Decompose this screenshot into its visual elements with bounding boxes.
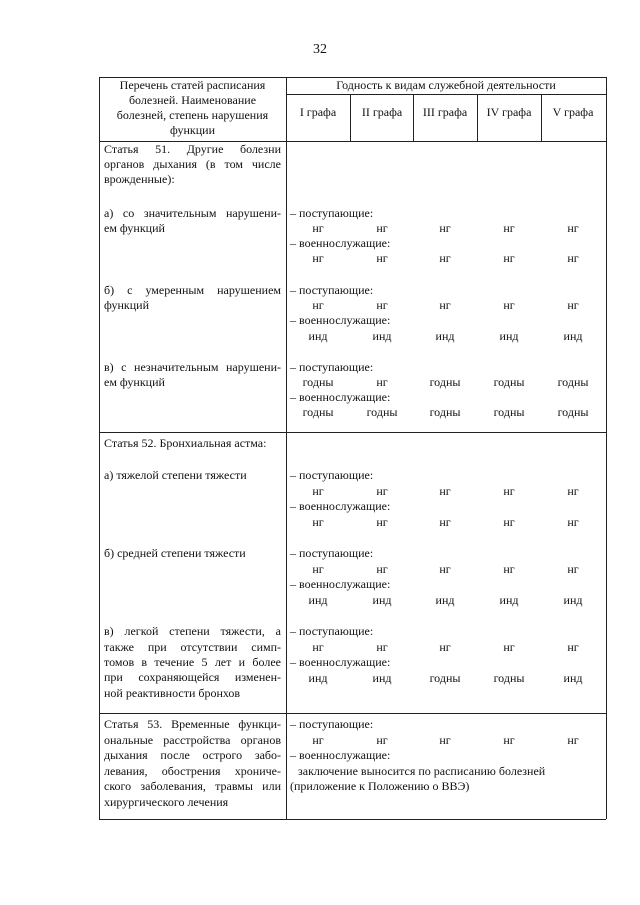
item-51c-military-col-4: годны	[493, 405, 525, 419]
item-52a-military-label: – военнослужащие:	[290, 499, 391, 513]
item-52a-military-col-5: нг	[567, 515, 579, 529]
column-header-2: II графа	[361, 105, 403, 119]
section-2-title: Статья 52. Бронхиальная астма:	[104, 436, 267, 450]
item-52c-desc-line-3: томов в течение 5 лет и более	[104, 655, 281, 669]
item-51c-military-col-5: годны	[557, 405, 589, 419]
column-divider-4	[477, 94, 478, 141]
column-divider-2	[350, 94, 351, 141]
section-3-title-line-6: хирургического лечения	[104, 795, 229, 809]
column-divider-main	[286, 77, 287, 819]
item-52a-entrants-col-1: нг	[312, 484, 324, 498]
item-51a-military-col-4: нг	[503, 251, 515, 265]
section-divider-1	[99, 432, 606, 433]
item-51a-military-col-2: нг	[376, 251, 388, 265]
item-51a-entrants-col-2: нг	[376, 221, 388, 235]
item-51c-entrants-label: – поступающие:	[290, 360, 374, 374]
item-52b-military-col-3: инд	[435, 593, 455, 607]
section-3-title-line-5: ского заболевания, травмы или	[104, 779, 281, 793]
item-51c-desc-line-1: в) с незначительным нарушени-	[104, 360, 281, 374]
section-3-title-line-2: ональные расстройства органов	[104, 733, 281, 747]
item-51b-desc-line-2: функций	[104, 298, 149, 312]
item-51c-desc-line-2: ем функций	[104, 375, 165, 389]
item-51a-military-col-1: нг	[312, 251, 324, 265]
column-header-5: V графа	[552, 105, 594, 119]
item-51b-military-col-1: инд	[308, 329, 328, 343]
section-3-title-line-4: левания, обострения хрониче-	[104, 764, 281, 778]
item-53-military-note-line-1: заключение выносится по расписанию болезней	[298, 764, 546, 778]
item-52b-military-col-4: инд	[499, 593, 519, 607]
item-51c-military-col-1: годны	[302, 405, 334, 419]
section-3-title-line-3: дыхания после острого забо-	[104, 748, 281, 762]
item-51c-military-col-3: годны	[429, 405, 461, 419]
item-51c-entrants-col-4: годны	[493, 375, 525, 389]
item-51c-entrants-col-5: годны	[557, 375, 589, 389]
item-52a-entrants-col-2: нг	[376, 484, 388, 498]
item-52b-entrants-col-5: нг	[567, 562, 579, 576]
item-52b-entrants-col-1: нг	[312, 562, 324, 576]
item-51a-desc-line-2: ем функций	[104, 221, 165, 235]
item-52b-entrants-label: – поступающие:	[290, 546, 374, 560]
item-52a-entrants-label: – поступающие:	[290, 468, 374, 482]
item-52a-military-col-3: нг	[439, 515, 451, 529]
item-52c-military-col-5: инд	[563, 671, 583, 685]
header-left-line-3: болезней, степень нарушения	[116, 108, 269, 122]
section-1-title-line-3: врожденные):	[104, 172, 175, 186]
item-51b-military-label: – военнослужащие:	[290, 313, 391, 327]
item-52c-military-col-2: инд	[372, 671, 392, 685]
item-52c-entrants-col-1: нг	[312, 640, 324, 654]
item-52a-military-col-2: нг	[376, 515, 388, 529]
item-51b-entrants-col-1: нг	[312, 298, 324, 312]
item-51c-entrants-col-3: годны	[429, 375, 461, 389]
header-subdivider	[286, 94, 606, 95]
item-52b-desc-line-1: б) средней степени тяжести	[104, 546, 246, 560]
item-52a-entrants-col-4: нг	[503, 484, 515, 498]
item-52c-military-label: – военнослужащие:	[290, 655, 391, 669]
item-52b-military-col-5: инд	[563, 593, 583, 607]
item-52a-military-col-4: нг	[503, 515, 515, 529]
section-1-title-line-2: органов дыхания (в том числе	[104, 157, 281, 171]
item-51c-military-col-2: годны	[366, 405, 398, 419]
item-51b-desc-line-1: б) с умеренным нарушением	[104, 283, 281, 297]
item-53-military-note-line-2: (приложение к Положению о ВВЭ)	[290, 779, 470, 793]
table-border-right	[606, 77, 607, 819]
item-51a-entrants-col-4: нг	[503, 221, 515, 235]
section-3-title-line-1: Статья 53. Временные функци-	[104, 717, 281, 731]
item-51b-military-col-5: инд	[563, 329, 583, 343]
item-51c-entrants-col-2: нг	[376, 375, 388, 389]
column-header-3: III графа	[422, 105, 468, 119]
item-53-military-label: – военнослужащие:	[290, 748, 391, 762]
section-divider-2	[99, 713, 606, 714]
item-52b-military-col-2: инд	[372, 593, 392, 607]
table-border-left	[99, 77, 100, 819]
item-51a-entrants-label: – поступающие:	[290, 206, 374, 220]
column-header-4: IV графа	[486, 105, 532, 119]
page-number: 32	[313, 42, 327, 57]
table-border-bottom	[99, 819, 606, 820]
item-51a-desc-line-1: а) со значительным нарушени-	[104, 206, 281, 220]
item-51b-military-col-3: инд	[435, 329, 455, 343]
item-53-entrants-col-1: нг	[312, 733, 324, 747]
item-51b-military-col-4: инд	[499, 329, 519, 343]
item-52a-desc-line-1: а) тяжелой степени тяжести	[104, 468, 247, 482]
column-header-1: I графа	[299, 105, 337, 119]
item-52c-military-col-1: инд	[308, 671, 328, 685]
item-51a-military-col-5: нг	[567, 251, 579, 265]
item-51b-entrants-col-2: нг	[376, 298, 388, 312]
item-51a-entrants-col-1: нг	[312, 221, 324, 235]
item-52c-desc-line-4: при сохраняющейся изменен-	[104, 670, 281, 684]
header-left-line-1: Перечень статей расписания	[119, 78, 266, 92]
item-51a-entrants-col-5: нг	[567, 221, 579, 235]
item-52c-desc-line-2: также при отсутствии симп-	[104, 640, 281, 654]
item-52b-military-label: – военнослужащие:	[290, 577, 391, 591]
item-52c-entrants-col-3: нг	[439, 640, 451, 654]
item-52c-entrants-label: – поступающие:	[290, 624, 374, 638]
item-52c-entrants-col-5: нг	[567, 640, 579, 654]
header-left-line-2: болезней. Наименование	[128, 93, 257, 107]
item-51b-entrants-col-3: нг	[439, 298, 451, 312]
section-1-title-line-1: Статья 51. Другие болезни	[104, 142, 281, 156]
item-53-entrants-col-3: нг	[439, 733, 451, 747]
item-52c-military-col-3: годны	[429, 671, 461, 685]
item-53-entrants-col-2: нг	[376, 733, 388, 747]
item-53-entrants-col-4: нг	[503, 733, 515, 747]
item-52c-desc-line-5: ной реактивности бронхов	[104, 686, 241, 700]
header-right-title: Годность к видам служебной деятельности	[336, 78, 556, 92]
item-52b-entrants-col-3: нг	[439, 562, 451, 576]
item-52a-military-col-1: нг	[312, 515, 324, 529]
item-51b-entrants-label: – поступающие:	[290, 283, 374, 297]
item-51a-entrants-col-3: нг	[439, 221, 451, 235]
item-52a-entrants-col-5: нг	[567, 484, 579, 498]
item-51c-military-label: – военнослужащие:	[290, 390, 391, 404]
item-52c-entrants-col-4: нг	[503, 640, 515, 654]
item-51c-entrants-col-1: годны	[302, 375, 334, 389]
item-52b-entrants-col-2: нг	[376, 562, 388, 576]
header-left-line-4: функции	[170, 123, 215, 137]
item-51b-military-col-2: инд	[372, 329, 392, 343]
column-divider-5	[541, 94, 542, 141]
item-52a-entrants-col-3: нг	[439, 484, 451, 498]
item-53-entrants-col-5: нг	[567, 733, 579, 747]
column-divider-3	[413, 94, 414, 141]
item-51b-entrants-col-5: нг	[567, 298, 579, 312]
item-51a-military-label: – военнослужащие:	[290, 236, 391, 250]
item-51b-entrants-col-4: нг	[503, 298, 515, 312]
item-52b-military-col-1: инд	[308, 593, 328, 607]
item-52c-entrants-col-2: нг	[376, 640, 388, 654]
item-53-entrants-label: – поступающие:	[290, 717, 374, 731]
item-52c-military-col-4: годны	[493, 671, 525, 685]
item-52c-desc-line-1: в) легкой степени тяжести, а	[104, 624, 281, 638]
item-51a-military-col-3: нг	[439, 251, 451, 265]
item-52b-entrants-col-4: нг	[503, 562, 515, 576]
